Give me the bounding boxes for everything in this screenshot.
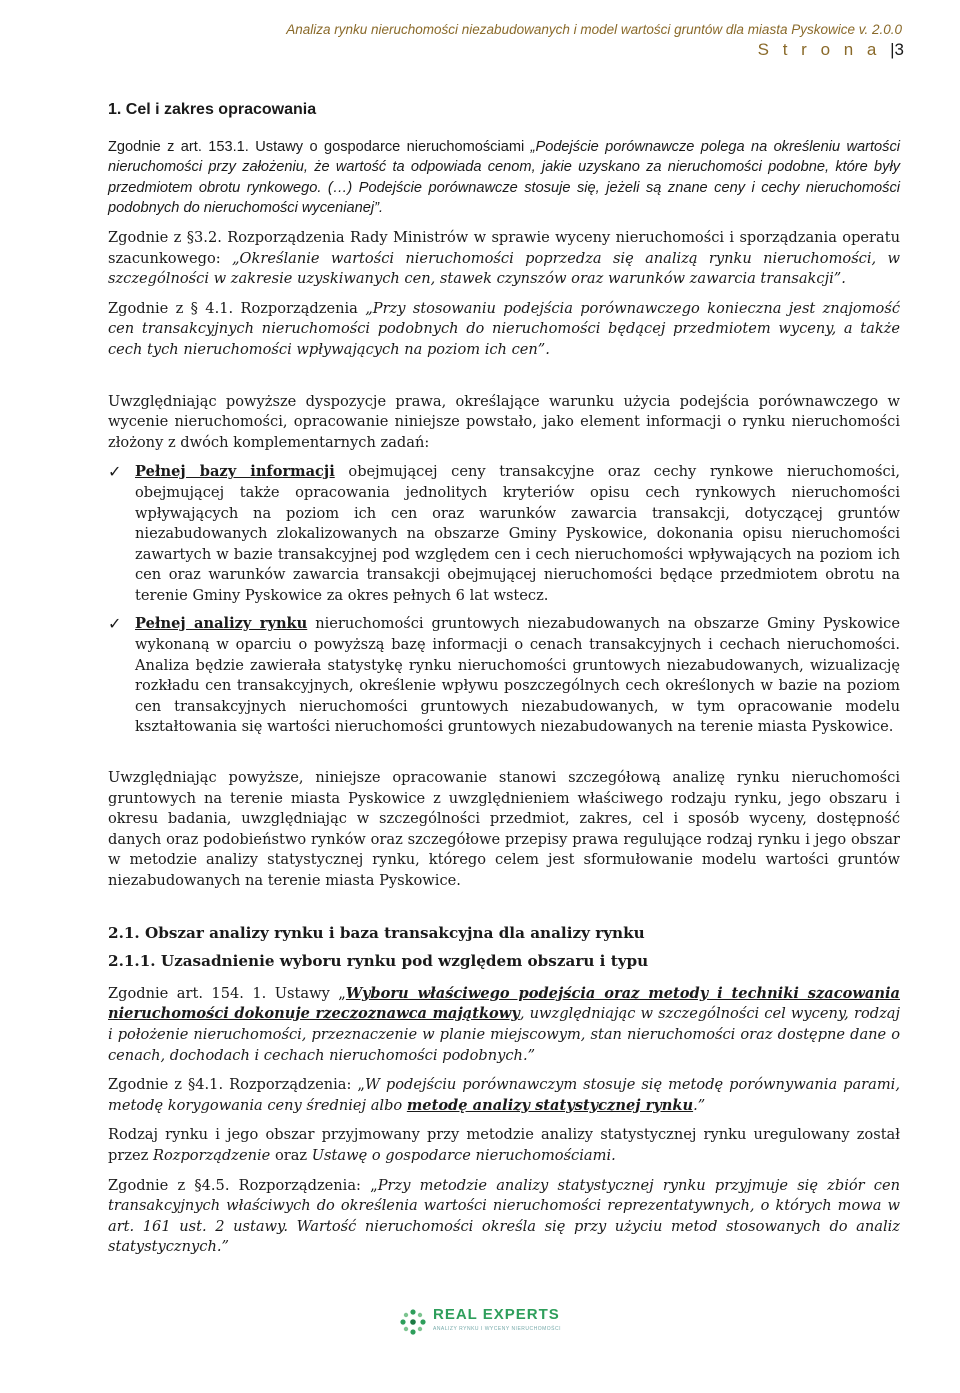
list-item-lead: Pełnej bazy informacji xyxy=(135,463,335,481)
spacer xyxy=(108,370,900,392)
task-list xyxy=(108,462,900,738)
emphasis: Ustawę o gospodarce nieruchomościami. xyxy=(311,1146,616,1164)
quote: W podejściu porównawczym stosuje się metodę porównywania parami, metodę korygowania ceny średniej albo xyxy=(108,1076,900,1114)
emphasis: metodę analizy statystycznej rynku xyxy=(406,1096,694,1114)
emphasis: Rozporządzenie xyxy=(152,1146,271,1164)
quote: .” xyxy=(693,1096,706,1114)
paragraph xyxy=(108,984,900,1066)
list-item-lead: Pełnej analizy rynku xyxy=(135,615,308,633)
paragraph xyxy=(108,1125,900,1166)
checkmark-icon: ✓ xyxy=(108,614,122,634)
paragraph: Uwzględniając powyższe dyspozycje prawa, określające warunku użycia podejścia porównawczego w wycenie nieruchomości, opracowanie niniejsze powstało, jako element informacji o rynku nieruchomości złożony z dwóch komplementarnych zadań: xyxy=(108,392,900,451)
company-logo xyxy=(399,1308,561,1336)
list-item-text: obejmującej ceny transakcyjne oraz cechy rynkowe nieruchomości, obejmującej także opracowania jednolitych kryteriów opisu cech rynkowych nieruchomości wpływających na poziom ich cen oraz warunków zawarcia transakcji, dotyczącej gruntów niezabudowanych zlokalizowanych na obszarze Gminy Pyskowice, dokonania opisu nieruchomości zawartych w bazie transakcyjnej pod względem cen i cech nieruchomości wpływających na poziom ich cen oraz warunków zawarcia transakcji obejmującej nieruchomości będące przedmiotem obrotu na terenie Gminy Pyskowice za okres pełnych 6 lat wstecz. xyxy=(135,463,900,604)
quote: Przy metodzie analizy statystycznej rynku przyjmuje się zbiór cen transakcyjnych właściwych do określenia wartości nieruchomości reprezentatywnych, o których mowa w art. 161 ust. 2 ustawy. Wartość nieruchomości określa się przy użyciu metod stosowanych do analiz statystycznych.” xyxy=(108,1176,900,1256)
quote: „Określanie wartości nieruchomości poprzedza się analizą rynku nieruchomości, w szczególności w zakresie uzyskiwanych cen, stawek czynszów oraz warunków zawarcia transakcji”. xyxy=(108,249,900,288)
quote: „Przy stosowaniu podejścia porównawczego konieczna jest znajomość cen transakcyjnych nieruchomości podobnych do nieruchomości będącej przedmiotem wyceny, a także cech tych nieruchomości wpływających na poziom ich cen”. xyxy=(108,299,901,358)
page-separator: | xyxy=(890,40,895,59)
paragraph xyxy=(108,228,900,290)
page-label: S t r o n a xyxy=(757,40,881,59)
section-heading: 1. Cel i zakres opracowania xyxy=(108,101,317,118)
paragraph-text: Zgodnie z §4.1. Rozporządzenia: „ xyxy=(108,1076,365,1094)
paragraph-text: Zgodnie z §4.5. Rozporządzenia: „ xyxy=(108,1176,378,1194)
logo-mark-icon xyxy=(399,1308,427,1336)
quote: , uwzględniając w szczególności cel wyceny, rodzaj i położenie nieruchomości, przeznaczenie w planie miejscowym, stan nieruchomości oraz dostępne dane o cenach, dochodach i cechach nieruchomości podobnych.” xyxy=(108,1005,900,1064)
list-item-text: nieruchomości gruntowych niezabudowanych na obszarze Gminy Pyskowice wykonaną w oparciu o powyższą bazę informacji o cenach transakcyjnych i cechach nieruchomości. Analiza będzie zawierała statystykę rynku nieruchomości gruntowych niezabudowanych, wizualizację rozkładu cen transakcyjnych, określenie wpływu poszczególnych cech określonych w bazie na poziom cen transakcyjnych nieruchomości gruntowych niezabudowanych, w tym opracowanie modelu kształtowania się wartości nieruchomości gruntowych niezabudowanych na terenie miasta Pyskowice. xyxy=(135,615,900,736)
page-number xyxy=(758,40,904,60)
spacer xyxy=(108,746,900,768)
paragraph-text: Rodzaj rynku i jego obszar przyjmowany przy metodzie analizy statystycznej rynku uregulowany został przez xyxy=(108,1126,900,1164)
quote: „Podejście porównawcze polega na określeniu wartości nieruchomości przy założeniu, że wartość ta odpowiada cenom, jakie uzyskano za nieruchomości podobne, które były przedmiotem obrotu rynkowego. (…) Podejście porównawcze stosuje się, jeżeli są znane ceny i cechy nieruchomości podobnych do nieruchomości wycenianej”. xyxy=(108,138,900,217)
paragraph xyxy=(108,1176,900,1258)
logo-tagline: ANALIZY RYNKU I WYCENY NIERUCHOMOŚCI xyxy=(432,1326,562,1332)
section-heading: 2.1. Obszar analizy rynku i baza transakcyjna dla analizy rynku xyxy=(108,923,645,942)
paragraph-text: Zgodnie z § 4.1. Rozporządzenia xyxy=(108,299,366,317)
page-number-value: 3 xyxy=(894,40,904,59)
footer xyxy=(0,1308,960,1340)
list-item xyxy=(108,614,900,738)
document-body xyxy=(108,100,900,1267)
subsection-heading: 2.1.1. Uzasadnienie wyboru rynku pod względem obszaru i typu xyxy=(108,952,649,971)
paragraph xyxy=(108,1075,900,1116)
paragraph xyxy=(108,137,900,219)
paragraph-text: Zgodnie z art. 153.1. Ustawy o gospodarce nieruchomościami xyxy=(108,138,531,155)
paragraph xyxy=(108,299,900,361)
paragraph: Uwzględniając powyższe, niniejsze opracowanie stanowi szczegółową analizę rynku nieruchomości gruntowych na terenie miasta Pyskowice z uwzględnieniem właściwego rodzaju rynku, jego obszaru i okresu badania, uwzględniając w szczególności przedmiot, zakres, cel i sposób wyceny, dostępność danych oraz podobieństwo rynków oraz szczegółowe przepisy prawa regulujące rodzaj rynku i jego obszar w metodzie analizy statystycznej rynku, którego celem jest sformułowanie modelu wartości gruntów niezabudowanych na terenie miasta Pyskowice. xyxy=(108,769,900,889)
running-header: Analiza rynku nieruchomości niezabudowanych i model wartości gruntów dla miasta Pyskowice v. 2.0.0 xyxy=(286,22,902,37)
spacer xyxy=(108,901,900,923)
checkmark-icon: ✓ xyxy=(108,462,122,482)
logo-wordmark xyxy=(433,1308,561,1336)
paragraph-text: Zgodnie z §3.2. Rozporządzenia Rady Ministrów w sprawie wyceny nieruchomości i sporządzania operatu szacunkowego: xyxy=(108,228,900,267)
paragraph-text: Zgodnie art. 154. 1. Ustawy „ xyxy=(108,984,346,1002)
list-item xyxy=(108,462,900,606)
paragraph-text: oraz xyxy=(270,1146,312,1164)
emphasis: Wyboru właściwego podejścia oraz metody i techniki szacowania nieruchomości dokonuje rzeczoznawca majątkowy xyxy=(108,984,900,1023)
logo-text: REAL EXPERTS xyxy=(432,1306,560,1323)
